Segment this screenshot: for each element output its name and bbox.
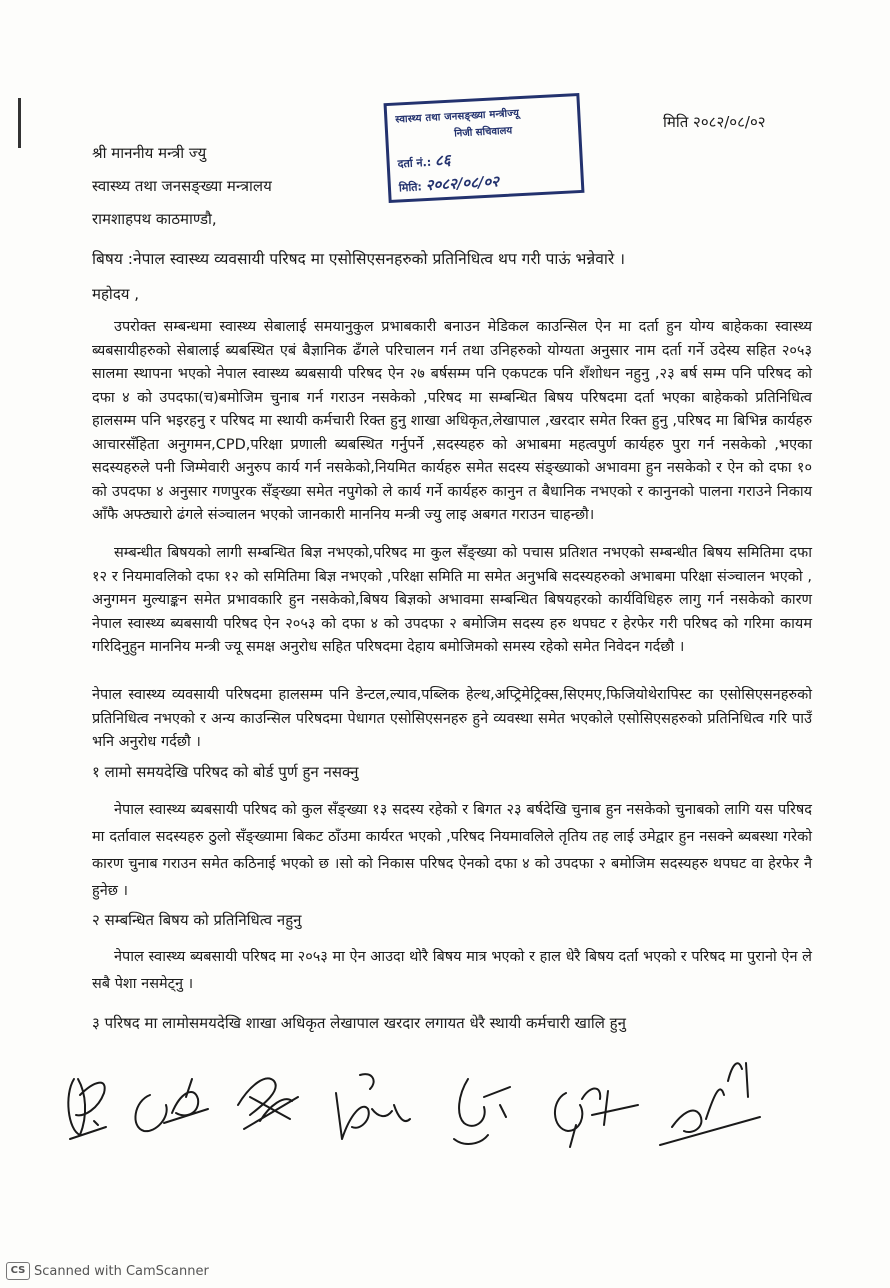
stamp-reg-number: ८६ [434, 150, 451, 170]
signature-3 [238, 1078, 298, 1129]
stamp-date-value: २०८२/०८/०२ [425, 172, 500, 195]
signature-6 [555, 1089, 638, 1148]
subject-line: बिषय :नेपाल स्वास्थ्य व्यवसायी परिषद मा एसोसिएसनहरुको प्रतिनिधित्व थप गरी पाऊं भन्नेवारे । [92, 250, 626, 268]
recipient-line-1: श्री माननीय मन्त्री ज्यु [92, 144, 207, 162]
paragraph-4: नेपाल स्वास्थ्य ब्यबसायी परिषद को कुल सँङ्ख्या १३ सदस्य रहेको र बिगत २३ बर्षदेखि चुनाब हुन नसकेको चुनाबको लागि यस परिषद मा दर्तावाल सदस्यहरु ठुलो सँङ्ख्यामा बिकट ठाँउमा कार्यरत भएको ,परिषद नियमावलिले तृतिय तह लाई उमेद्वार हुन नसक्ने ब्यबस्था गरेको कारण चुनाब गराउन समेत कठिनाई भएको छ ।सो को निकास परिषद ऐनको दफा ४ को उपदफा २ बमोजिम सदस्यहरु थपघट वा हेरफेर नै हुनेछ । [92, 802, 812, 899]
paragraph-3: नेपाल स्वास्थ्य व्यवसायी परिषदमा हालसम्म पनि डेन्टल,ल्याव,पब्लिक हेल्थ,अप्ट्रिमेट्रिक्स,सिएमए,फिजियोथेरापिस्ट का एसोसिएसनहरुको प्रतिनिधित्व नभएको र अन्य काउन्सिल परिषदमा पेधागत एसोसिएसनहरु हुने व्यवस्था समेत भएकोले एसोसिएसहरुको प्रतिनिधित्व गरि पाउँ भनि अनुरोध गर्दछौ । [92, 687, 812, 750]
signature-7 [660, 1063, 760, 1145]
scanner-footer [6, 1262, 209, 1280]
stamp-office-name: स्वास्थ्य तथा जनसङ्ख्या मन्त्रीज्यू [395, 108, 520, 126]
paragraph-1: उपरोक्त सम्बन्धमा स्वास्थ्य सेबालाई समयानुकुल प्रभाबकारी बनाउन मेडिकल काउन्सिल ऐन मा दर्ता हुन योग्य बाहेकका स्वास्थ्य ब्यबसायीहरुको सेबालाई ब्यबस्थित एबं बैज्ञानिक ढँगले परिचालन गर्न तथा उनिहरुको योग्यता अनुसार नाम दर्ता गर्ने उदेस्य सहित २०५३ सालमा स्थापना भएको नेपाल स्वास्थ्य ब्यबसायी परिषद ऐन २७ बर्षसम्म पनि एकपटक पनि शँशोधन नहुनु ,२३ बर्ष सम्म पनि परिषद को दफा ४ को उपदफा(च)बमोजिम चुनाब गर्न गराउन नसकेको ,परिषद मा सम्बन्धित बिषय परिषदमा दर्ता भएका बाहेकको प्रतिनिधित्व हालसम्म पनि भइरहनु र परिषद मा स्थायी कर्मचारी रिक्त हुनु शाखा अधिकृत,लेखापाल ,खरदार समेत रिक्त हुनु ,परिषद मा बिभिन्न कार्यहरु आचारसँहिता अनुगमन,CPD,परिक्षा प्रणाली ब्यबस्थित गर्नुपर्ने ,सदस्यहरु को अभाबमा महत्वपुर्ण कार्यहरु पुरा गर्न नसकेको ,भएका सदस्यहरुले पनी जिम्मेवारी अनुरुप कार्य गर्न नसकेको,नियमित कार्यहरु समेत सदस्य संङ्ख्याको अभावमा हुन नसकेको र ऐन को दफा १० को उपदफा ४ अनुसार गणपुरक सँङ्ख्या समेत नपुगेको ले कार्य गर्ने कार्यहरु कानुन त बैधानिक नभएको र कानुनको पालना गराउने निकाय आँफै अफ्ठ्यारो ढंगले संञ्चालन भएको जानकारी माननिय मन्त्री ज्यु लाइ अबगत गराउन चाहन्छौ। [92, 319, 812, 523]
heading-1: १ लामो समयदेखि परिषद को बोर्ड पुर्ण हुन नसक्नु [92, 763, 359, 781]
heading-2: २ सम्बन्धित बिषय को प्रतिनिधित्व नहुनु [92, 911, 302, 929]
recipient-line-2: स्वास्थ्य तथा जनसङ्ख्या मन्त्रालय [92, 177, 272, 195]
stamp-secretariat: निजी सचिवालय [453, 125, 513, 140]
paragraph-2: सम्बन्धीत बिषयको लागी सम्बन्धित बिज्ञ नभएको,परिषद मा कुल सँङ्ख्या को पचास प्रतिशत नभएको सम्बन्धीत बिषय समितिमा दफा १२ र नियमावलिको दफा १२ को समितिमा बिज्ञ नभएको ,परिक्षा समिति मा समेत अनुभबि सदस्यहरुको अभाबमा परिक्षा संञ्चालन भएको , अनुगमन मुल्याङ्कन समेत प्रभावकारि हुन नसकेको,बिषय बिज्ञको अभावमा सम्बन्धित बिषयहरको कार्यविधिहरु लागु गर्न नसकेको कारण नेपाल स्वास्थ्य ब्यबसायी परिषद ऐन २०५३ को दफा ४ को उपदफा २ बमोजिम सदस्य हरु थपघट र हेरफेर गरी परिषद को गरिमा कायम गरिदिनुहुन माननिय मन्त्री ज्यू समक्ष अनुरोध सहित परिषदमा देहाय बमोजिमको समस्य रहेको समेत निवेदन गर्दछौ । [92, 545, 812, 655]
recipient-line-3: रामशाहपथ काठमाण्डौ, [92, 210, 217, 228]
stamp-reg-label: दर्ता नं.: [397, 155, 432, 171]
signature-2 [135, 1079, 208, 1131]
signature-row [60, 1035, 840, 1155]
stamp-date-label: मिति: [398, 180, 423, 195]
signature-5 [454, 1079, 510, 1144]
signature-4 [336, 1074, 410, 1139]
scanner-footer-text: Scanned with CamScanner [34, 1263, 209, 1279]
stamp-date [398, 167, 573, 196]
camscanner-logo: CS [6, 1262, 30, 1280]
salutation: महोदय , [92, 285, 140, 303]
registration-stamp [384, 93, 585, 203]
paragraph-5: नेपाल स्वास्थ्य ब्यबसायी परिषद मा २०५३ मा ऐन आउदा थोरै बिषय मात्र भएको र हाल धेरै बिषय दर्ता भएको र परिषद मा पुरानो ऐन ले सबै पेशा नसमेट्नु । [92, 949, 812, 992]
signature-1 [68, 1079, 106, 1139]
margin-mark [18, 98, 21, 148]
document-date: मिति २०८२/०८/०२ [663, 113, 766, 131]
heading-3: ३ परिषद मा लामोसमयदेखि शाखा अधिकृत लेखापाल खरदार लगायत धेरै स्थायी कर्मचारी खालि हुनु [92, 1014, 626, 1032]
